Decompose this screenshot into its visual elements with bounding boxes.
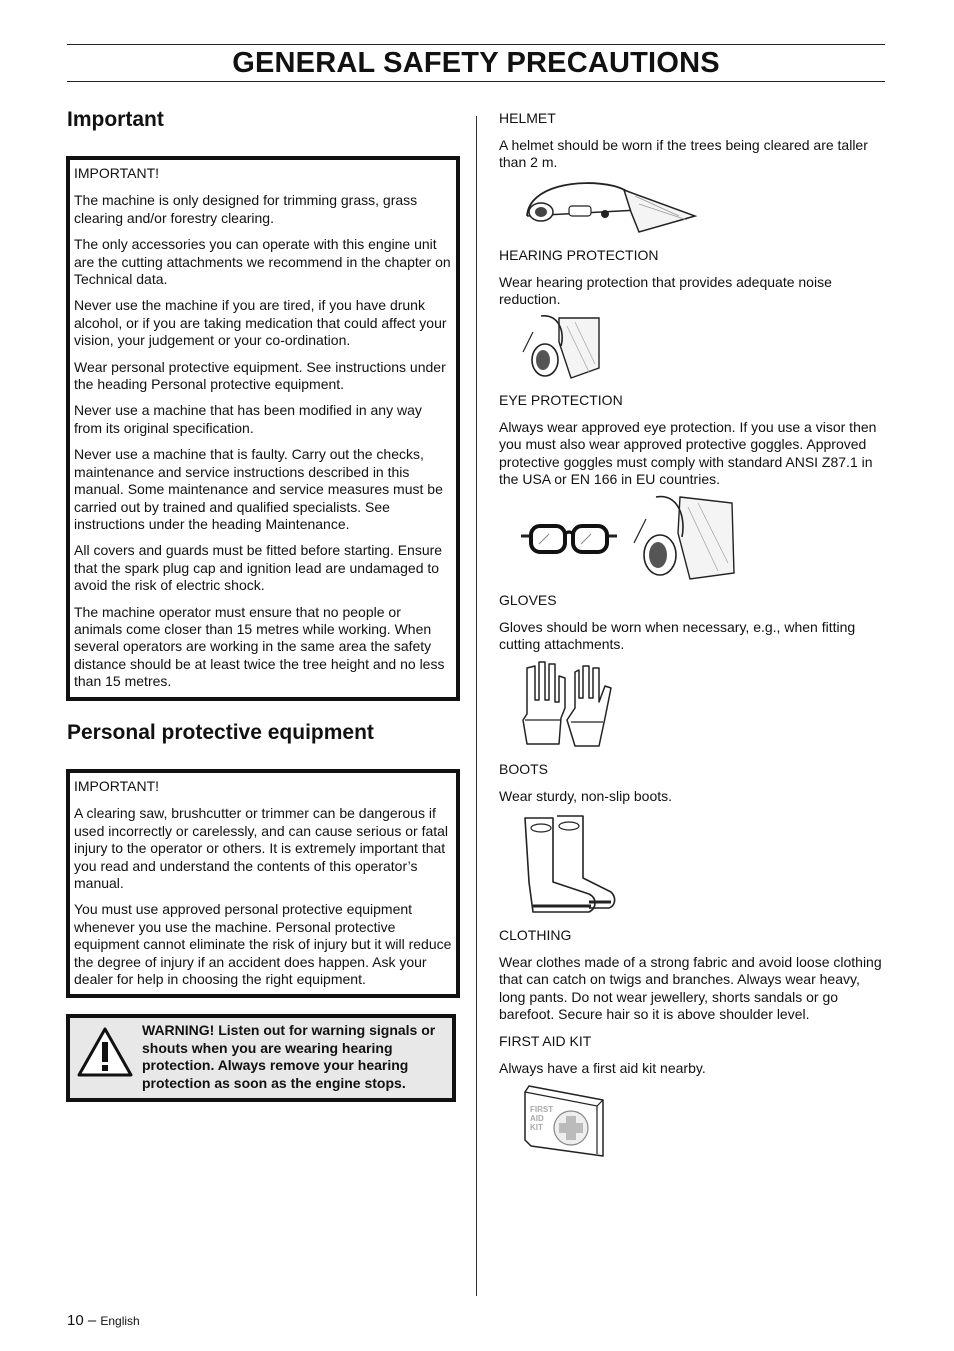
important-paragraph: The machine operator must ensure that no people or animals come closer than 15 metres while working. When several operators are working in the same area the safety distance should be at least twice the tree height and no less than 15 metres. (74, 603, 445, 690)
gloves-text: Gloves should be worn when necessary, e.g., when fitting cutting attachments. (499, 619, 856, 653)
important-box-label: IMPORTANT! (74, 165, 160, 181)
column-divider (476, 116, 477, 1296)
title-rule-bottom (67, 81, 885, 82)
important-paragraph: Never use a machine that has been modified in any way from its original specification. (74, 402, 422, 436)
gloves-icon (519, 658, 615, 750)
helmet-text: A helmet should be worn if the trees being cleared are taller than 2 m. (499, 137, 868, 171)
important-paragraph: Wear personal protective equipment. See instructions under the heading Personal protective equipment. (74, 358, 446, 393)
kit-text-line: FIRST (530, 1105, 554, 1114)
visor-icon (628, 493, 736, 581)
important-paragraph: Never use a machine that is faulty. Carry out the checks, maintenance and service instructions described in this manual. Some maintenance and service measures must be carried out by trained and qualified specialists. See instructions under the heading Maintenance. (74, 446, 443, 532)
page-title: GENERAL SAFETY PRECAUTIONS (232, 47, 720, 79)
warning-box (66, 1014, 456, 1102)
footer-language: English (100, 1314, 140, 1328)
important-paragraph: The only accessories you can operate with this engine unit are the cutting attachments we recommend in the chapter on Technical data. (74, 236, 451, 288)
eye-label: EYE PROTECTION (499, 392, 623, 408)
important-box (66, 156, 460, 701)
eye-text: Always wear approved eye protection. If you use a visor then you must also wear approved protective goggles. Approved protective goggles must comply with standard ANSI Z87.1 in the USA or EN 166 in EU countries. (499, 419, 877, 488)
ppe-heading: Personal protective equipment (67, 721, 374, 744)
first-aid-kit-icon (519, 1082, 609, 1160)
first-aid-text: Always have a first aid kit nearby. (499, 1060, 706, 1076)
ppe-box (66, 769, 460, 998)
hearing-text: Wear hearing protection that provides adequate noise reduction. (499, 274, 832, 308)
boots-icon (519, 812, 619, 918)
hearing-label: HEARING PROTECTION (499, 247, 659, 263)
first-aid-label: FIRST AID KIT (499, 1033, 592, 1049)
important-heading: Important (67, 108, 164, 131)
clothing-text: Wear clothes made of a strong fabric and avoid loose clothing that can catch on twigs and branches. Always wear heavy, long pants. Do not wear jewellery, shorts sandals or go barefoot. Secure hair so it is above shoulder level. (499, 954, 882, 1023)
boots-text: Wear sturdy, non-slip boots. (499, 788, 673, 804)
boots-label: BOOTS (499, 761, 549, 777)
goggles-icon (519, 520, 619, 556)
warning-triangle-icon (76, 1026, 134, 1078)
important-paragraph: All covers and guards must be fitted before starting. Ensure that the spark plug cap and ignition lead are undamaged to avoid the risk of electric shock. (74, 542, 443, 594)
kit-text-line: AID (530, 1114, 544, 1123)
clothing-label: CLOTHING (499, 927, 572, 943)
ppe-paragraph: You must use approved personal protective equipment whenever you use the machine. Personal protective equipment cannot eliminate the risk of injury but it will reduce the degree of injury if an accident does happen. Ask your dealer for help in choosing the right equipment. (74, 901, 452, 988)
page-footer (67, 1311, 140, 1331)
important-paragraph: The machine is only designed for trimming grass, grass clearing and/or forestry clearing. (74, 192, 418, 226)
helmet-label: HELMET (499, 110, 556, 126)
ppe-box-label: IMPORTANT! (74, 778, 160, 794)
kit-text-line: KIT (530, 1123, 543, 1132)
gloves-label: GLOVES (499, 592, 557, 608)
warning-text: WARNING! Listen out for warning signals or shouts when you are wearing hearing protection. Always remove your hearing protection as soon as the engine stops. (142, 1022, 436, 1091)
ppe-paragraph: A clearing saw, brushcutter or trimmer can be dangerous if used incorrectly or carelessly, and can cause serious or fatal injury to the operator or others. It is extremely important that you read and understand the contents of this operator’s manual. (74, 805, 449, 892)
important-paragraph: Never use the machine if you are tired, if you have drunk alcohol, or if you are taking medication that could affect your vision, your judgement or your co-ordination. (74, 297, 447, 349)
page-number: 10 – (67, 1312, 97, 1329)
helmet-icon (519, 176, 699, 236)
hearing-protection-icon (519, 312, 603, 380)
